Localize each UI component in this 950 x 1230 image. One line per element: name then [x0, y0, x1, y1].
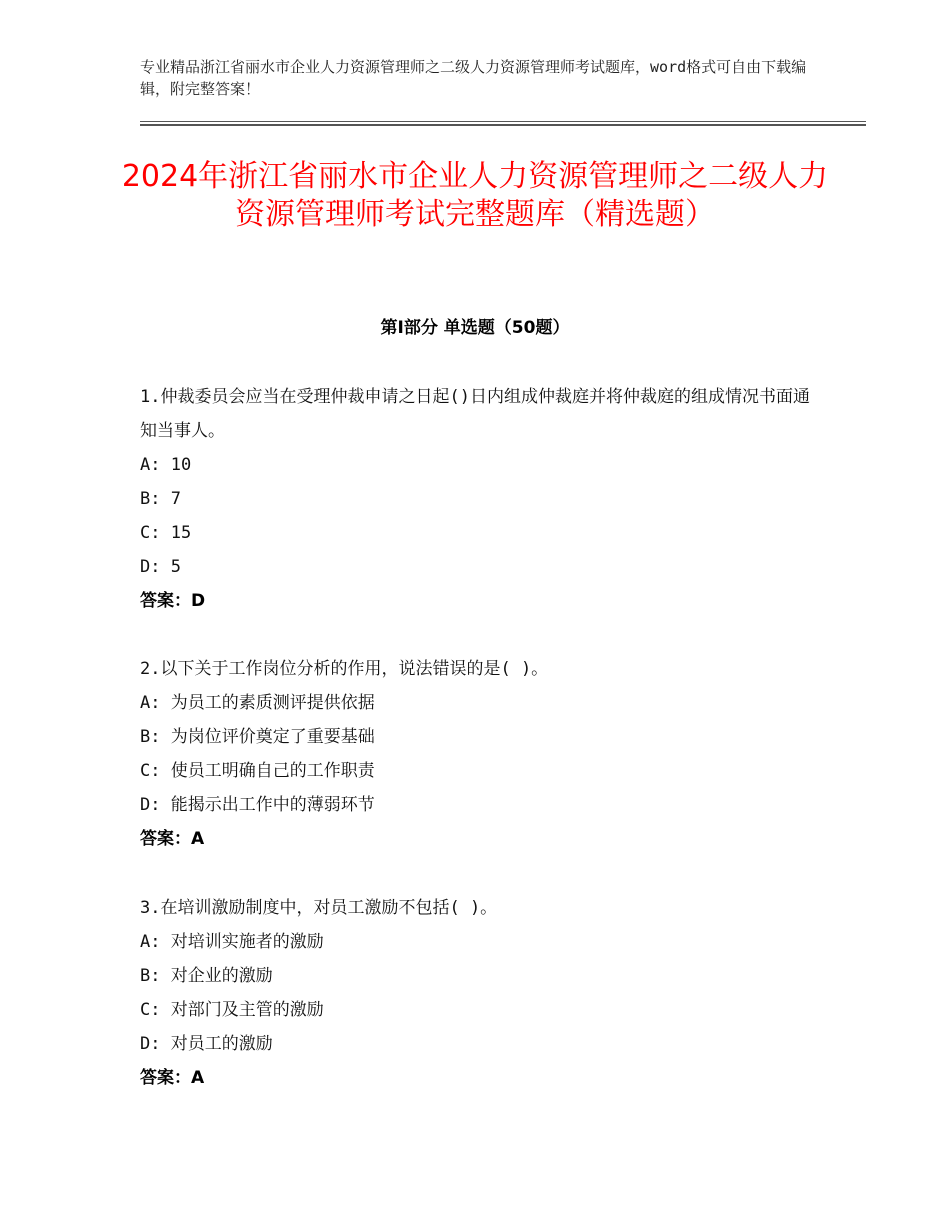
- answer-line: [140, 1061, 820, 1095]
- answer-label: 答案：: [140, 1068, 191, 1088]
- option-a: A: 10: [140, 455, 192, 475]
- option-a: A: 对培训实施者的激励: [140, 932, 324, 952]
- question-3: [140, 891, 820, 1095]
- answer-line: [140, 584, 820, 618]
- question-1: [140, 380, 820, 618]
- answer-value: A: [191, 1068, 205, 1088]
- option-d: D: 5: [140, 557, 181, 577]
- question-stem: 1.仲裁委员会应当在受理仲裁申请之日起()日内组成仲裁庭并将仲裁庭的组成情况书面通知当事人。: [140, 387, 810, 441]
- option-b: B: 对企业的激励: [140, 966, 273, 986]
- option-c: C: 15: [140, 523, 192, 543]
- question-stem: 3.在培训激励制度中，对员工激励不包括( )。: [140, 898, 498, 918]
- option-b: B: 为岗位评价奠定了重要基础: [140, 727, 375, 747]
- answer-value: A: [191, 829, 205, 849]
- header-note: 专业精品浙江省丽水市企业人力资源管理师之二级人力资源管理师考试题库，word格式可自由下载编辑，附完整答案！: [140, 58, 807, 98]
- header-divider-thick: [140, 124, 866, 126]
- answer-label: 答案：: [140, 829, 191, 849]
- header-divider: [140, 121, 866, 122]
- section-heading: 第I部分 单选题（50题）: [380, 318, 570, 338]
- option-a: A: 为员工的素质测评提供依据: [140, 693, 375, 713]
- answer-line: [140, 822, 820, 856]
- question-2: [140, 652, 820, 856]
- option-c: C: 对部门及主管的激励: [140, 1000, 324, 1020]
- document-title: 2024年浙江省丽水市企业人力资源管理师之二级人力资源管理师考试完整题库（精选题）: [121, 159, 829, 232]
- question-stem: 2.以下关于工作岗位分析的作用，说法错误的是( )。: [140, 659, 549, 679]
- answer-label: 答案：: [140, 591, 191, 611]
- answer-value: D: [191, 591, 206, 611]
- option-d: D: 对员工的激励: [140, 1034, 273, 1054]
- option-d: D: 能揭示出工作中的薄弱环节: [140, 795, 375, 815]
- option-c: C: 使员工明确自己的工作职责: [140, 761, 375, 781]
- option-b: B: 7: [140, 489, 181, 509]
